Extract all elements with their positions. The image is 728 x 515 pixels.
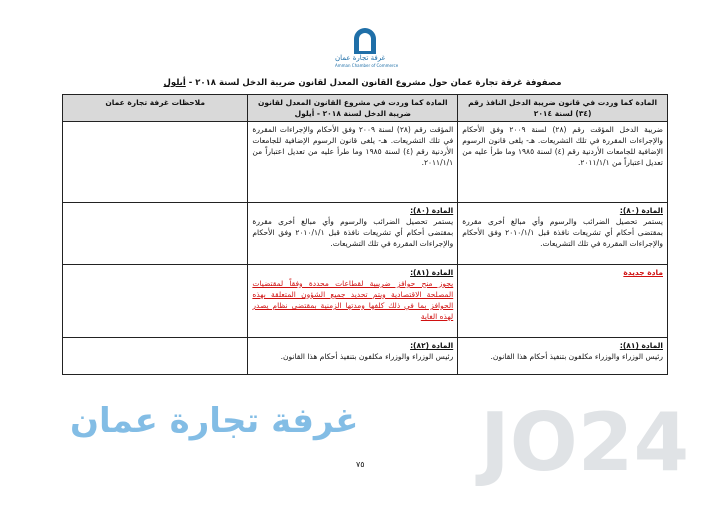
table-header-row <box>63 95 668 122</box>
current-cell <box>458 338 668 375</box>
table-row <box>63 338 668 375</box>
article-title: المادة (٨١): <box>619 341 663 350</box>
proposed-cell <box>248 265 458 338</box>
current-text: يستمر تحصيل الضرائب والرسوم وأي مبالغ أخرى مقررة بمقتضى أحكام أي تشريعات نافذة قبل ٢٠١٠/١/١ وفق الأحكام والإجراءات المقررة في تلك التشريعات. <box>462 217 663 248</box>
title-text: مصفوفة غرفة تجارة عمان حول مشروع القانون المعدل لقانون ضريبة الدخل لسنة ٢٠١٨ - <box>185 78 562 88</box>
page-number: ٧٥ <box>356 460 365 469</box>
proposed-text: المؤقت رقم (٢٨) لسنة ٢٠٠٩ وفق الأحكام والإجراءات المقررة في تلك التشريعات. هـ- يلغى قانون الرسوم الإضافية للجامعات الأردنية رقم (٤) لسنة ١٩٨٥ وما طرأ عليه من تعديل اعتباراً من ٢٠١١/١/١. <box>252 125 454 167</box>
article-title: المادة (٨٠): <box>619 206 663 215</box>
proposed-text: يجوز منح حوافز ضريبية لقطاعات محددة وفقاً لمقتضيات المصلحة الاقتصادية ويتم تحديد جميع الشؤون المتعلقة بهذه الحوافز بما في ذلك كلفها ومدتها الزمنية بمقتضى نظام يصدر لهذه الغاية <box>252 279 454 321</box>
proposed-text: يستمر تحصيل الضرائب والرسوم وأي مبالغ أخرى مقررة بمقتضى أحكام أي تشريعات نافذة قبل ٢٠١٠/١/١ وفق الأحكام والإجراءات المقررة في تلك التشريعات. <box>252 217 454 248</box>
article-title: المادة (٨٢): <box>410 341 454 350</box>
chamber-logo <box>335 28 399 69</box>
new-article-label: مادة جديدة <box>623 268 663 277</box>
current-text: رئيس الوزراء والوزراء مكلفون بتنفيذ أحكام هذا القانون. <box>490 352 663 361</box>
current-cell <box>458 265 668 338</box>
notes-cell <box>63 203 248 265</box>
chamber-watermark: غرفة تجارة عمان <box>70 401 359 441</box>
notes-cell <box>63 122 248 203</box>
notes-cell <box>63 265 248 338</box>
logo-english-text: Amman Chamber of Commerce <box>335 63 399 68</box>
comparison-table <box>62 94 668 375</box>
table-row <box>63 122 668 203</box>
current-cell <box>458 122 668 203</box>
jo24-watermark: JO24 <box>480 396 690 489</box>
document-title <box>60 77 665 89</box>
table-row <box>63 265 668 338</box>
proposed-cell <box>248 122 458 203</box>
article-title: المادة (٨١): <box>410 268 454 277</box>
header-notes: ملاحظات غرفة تجارة عمان <box>63 95 248 122</box>
logo-arch-icon <box>354 28 376 54</box>
logo-arabic-text: غرفة تجارة عمان <box>335 54 386 62</box>
table-row <box>63 203 668 265</box>
proposed-cell <box>248 338 458 375</box>
title-month: أيلول <box>163 78 186 88</box>
current-cell <box>458 203 668 265</box>
header-proposed-law: المادة كما وردت في مشروع القانون المعدل لقانون ضريبة الدخل لسنة ٢٠١٨ - أيلول <box>248 95 458 122</box>
article-title: المادة (٨٠): <box>410 206 454 215</box>
header-current-law: المادة كما وردت في قانون ضريبة الدخل النافذ رقم (٣٤) لسنة ٢٠١٤ <box>458 95 668 122</box>
current-text: ضريبة الدخل المؤقت رقم (٢٨) لسنة ٢٠٠٩ وفق الأحكام والإجراءات المقررة في تلك التشريعات. هـ- يلغى قانون الرسوم الإضافية للجامعات الأردنية رقم (٤) لسنة ١٩٨٥ وما طرأ عليه من تعديل اعتباراً من ٢٠١١/١/١. <box>462 125 663 167</box>
proposed-cell <box>248 203 458 265</box>
notes-cell <box>63 338 248 375</box>
proposed-text: رئيس الوزراء والوزراء مكلفون بتنفيذ أحكام هذا القانون. <box>280 352 454 361</box>
